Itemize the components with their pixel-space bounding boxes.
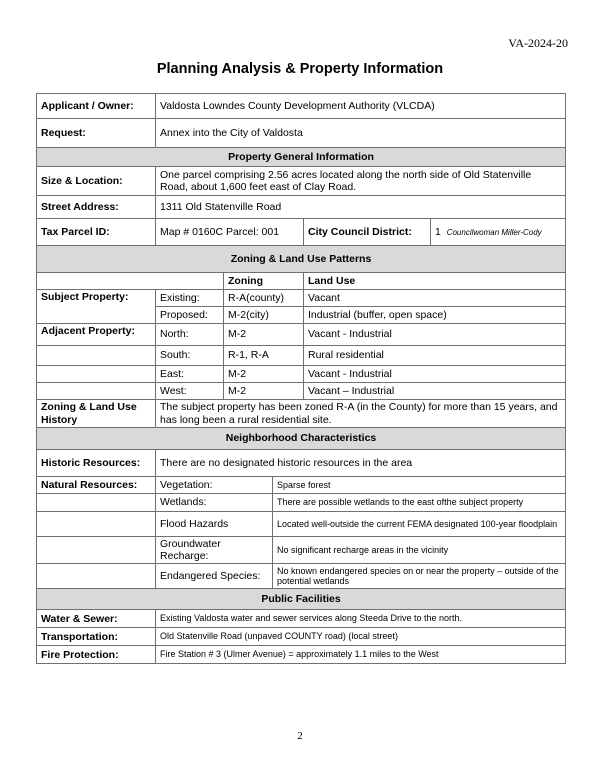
- applicant-value: Valdosta Lowndes County Development Authority (VLCDA): [156, 94, 566, 119]
- document-id: VA-2024-20: [508, 36, 568, 50]
- transportation-value: Old Statenville Road (unpaved COUNTY road) (local street): [156, 628, 566, 646]
- adjacent-landuse: Vacant - Industrial: [304, 324, 566, 346]
- request-label: Request:: [37, 119, 156, 148]
- adjacent-landuse: Vacant – Industrial: [304, 383, 566, 400]
- natural-blank: [37, 494, 156, 512]
- adjacent-direction: East:: [156, 366, 224, 383]
- adjacent-landuse: Vacant - Industrial: [304, 366, 566, 383]
- natural-item: Wetlands:: [156, 494, 273, 512]
- natural-item: Endangered Species:: [156, 564, 273, 589]
- subject-zoning: R-A(county): [224, 290, 304, 307]
- adjacent-zoning: M-2: [224, 383, 304, 400]
- fire-protection-value: Fire Station # 3 (Ulmer Avenue) = approximately 1.1 miles to the West: [156, 646, 566, 664]
- tax-parcel-label: Tax Parcel ID:: [37, 219, 156, 246]
- adjacent-direction: South:: [156, 346, 224, 366]
- subject-zoning: M-2(city): [224, 307, 304, 324]
- council-district-value: [431, 219, 566, 246]
- adjacent-blank: [37, 383, 156, 400]
- natural-item: Vegetation:: [156, 477, 273, 494]
- zoning-history-label: Zoning & Land Use History: [37, 400, 156, 428]
- section-facilities-heading: Public Facilities: [37, 589, 566, 610]
- address-label: Street Address:: [37, 196, 156, 219]
- subject-landuse: Vacant: [304, 290, 566, 307]
- adjacent-zoning: M-2: [224, 324, 304, 346]
- natural-value: Located well-outside the current FEMA designated 100-year floodplain: [273, 512, 566, 537]
- property-info-table: [36, 93, 566, 664]
- size-label: Size & Location:: [37, 167, 156, 196]
- council-district-label: City Council District:: [304, 219, 431, 246]
- water-sewer-label: Water & Sewer:: [37, 610, 156, 628]
- natural-value: No known endangered species on or near the property – outside of the potential wetlands: [273, 564, 566, 589]
- water-sewer-value: Existing Valdosta water and sewer services along Steeda Drive to the north.: [156, 610, 566, 628]
- address-value: 1311 Old Statenville Road: [156, 196, 566, 219]
- adjacent-blank: [37, 366, 156, 383]
- natural-value: No significant recharge areas in the vicinity: [273, 537, 566, 564]
- tax-parcel-value: Map # 0160C Parcel: 001: [156, 219, 304, 246]
- section-zoning-heading: Zoning & Land Use Patterns: [37, 246, 566, 273]
- page-number: 2: [297, 730, 303, 742]
- subject-property-label: Subject Property:: [37, 290, 156, 324]
- natural-blank: [37, 564, 156, 589]
- section-general-heading: Property General Information: [37, 148, 566, 167]
- request-value: Annex into the City of Valdosta: [156, 119, 566, 148]
- adjacent-blank: [37, 346, 156, 366]
- adjacent-zoning: M-2: [224, 366, 304, 383]
- size-value: One parcel comprising 2.56 acres located along the north side of Old Statenville Road, about 1,600 feet east of Clay Road.: [156, 167, 566, 196]
- adjacent-zoning: R-1, R-A: [224, 346, 304, 366]
- natural-blank: [37, 537, 156, 564]
- historic-resources-value: There are no designated historic resources in the area: [156, 450, 566, 477]
- adjacent-direction: West:: [156, 383, 224, 400]
- applicant-label: Applicant / Owner:: [37, 94, 156, 119]
- zoning-history-value: The subject property has been zoned R-A (in the County) for more than 15 years, and has long been a rural residential site.: [156, 400, 566, 428]
- natural-item: Flood Hazards: [156, 512, 273, 537]
- district-number: 1: [435, 225, 441, 238]
- zoning-header-blank: [37, 273, 224, 290]
- section-neighborhood-heading: Neighborhood Characteristics: [37, 428, 566, 450]
- natural-value: There are possible wetlands to the east ofthe subject property: [273, 494, 566, 512]
- adjacent-property-label: Adjacent Property:: [37, 324, 156, 346]
- transportation-label: Transportation:: [37, 628, 156, 646]
- zoning-col-header: Zoning: [224, 273, 304, 290]
- natural-resources-label: Natural Resources:: [37, 477, 156, 494]
- adjacent-landuse: Rural residential: [304, 346, 566, 366]
- district-member: Councilwoman Miller-Cody: [446, 227, 542, 237]
- natural-value: Sparse forest: [273, 477, 566, 494]
- natural-item: Groundwater Recharge:: [156, 537, 273, 564]
- subject-type: Proposed:: [156, 307, 224, 324]
- subject-type: Existing:: [156, 290, 224, 307]
- fire-protection-label: Fire Protection:: [37, 646, 156, 664]
- landuse-col-header: Land Use: [304, 273, 566, 290]
- page-title: Planning Analysis & Property Information: [156, 61, 444, 77]
- natural-blank: [37, 512, 156, 537]
- subject-landuse: Industrial (buffer, open space): [304, 307, 566, 324]
- historic-resources-label: Historic Resources:: [37, 450, 156, 477]
- adjacent-direction: North:: [156, 324, 224, 346]
